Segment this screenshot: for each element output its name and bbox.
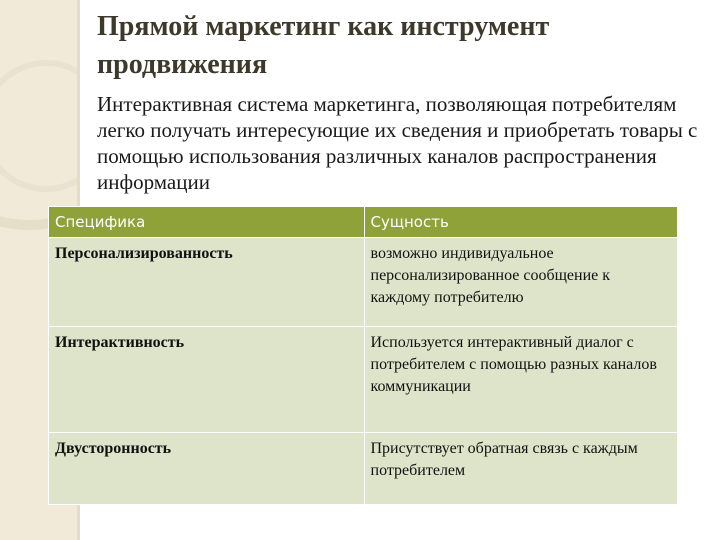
row-key: Интерактивность bbox=[49, 327, 365, 433]
header-essence: Сущность bbox=[364, 207, 678, 238]
row-value: возможно индивидуальное персонализированное сообщение к каждому потребителю bbox=[364, 238, 678, 327]
row-key: Персонализированность bbox=[49, 238, 365, 327]
specifics-table bbox=[48, 206, 678, 505]
table-row bbox=[49, 327, 678, 433]
slide-subtitle: Интерактивная система маркетинга, позволяющая потребителям легко получать интересующие их сведения и приобретать товары с помощью использования различных каналов распространения информации bbox=[97, 92, 698, 194]
slide-title: Прямой маркетинг как инструмент продвижения bbox=[97, 11, 550, 80]
header-specifics: Специфика bbox=[49, 207, 365, 238]
row-value: Присутствует обратная связь с каждым потребителем bbox=[364, 433, 678, 505]
table-header-row bbox=[49, 207, 678, 238]
row-key: Двусторонность bbox=[49, 433, 365, 505]
table-row bbox=[49, 238, 678, 327]
row-value: Используется интерактивный диалог с потребителем с помощью разных каналов коммуникации bbox=[364, 327, 678, 433]
table-row bbox=[49, 433, 678, 505]
decorative-ring-small bbox=[0, 60, 80, 192]
